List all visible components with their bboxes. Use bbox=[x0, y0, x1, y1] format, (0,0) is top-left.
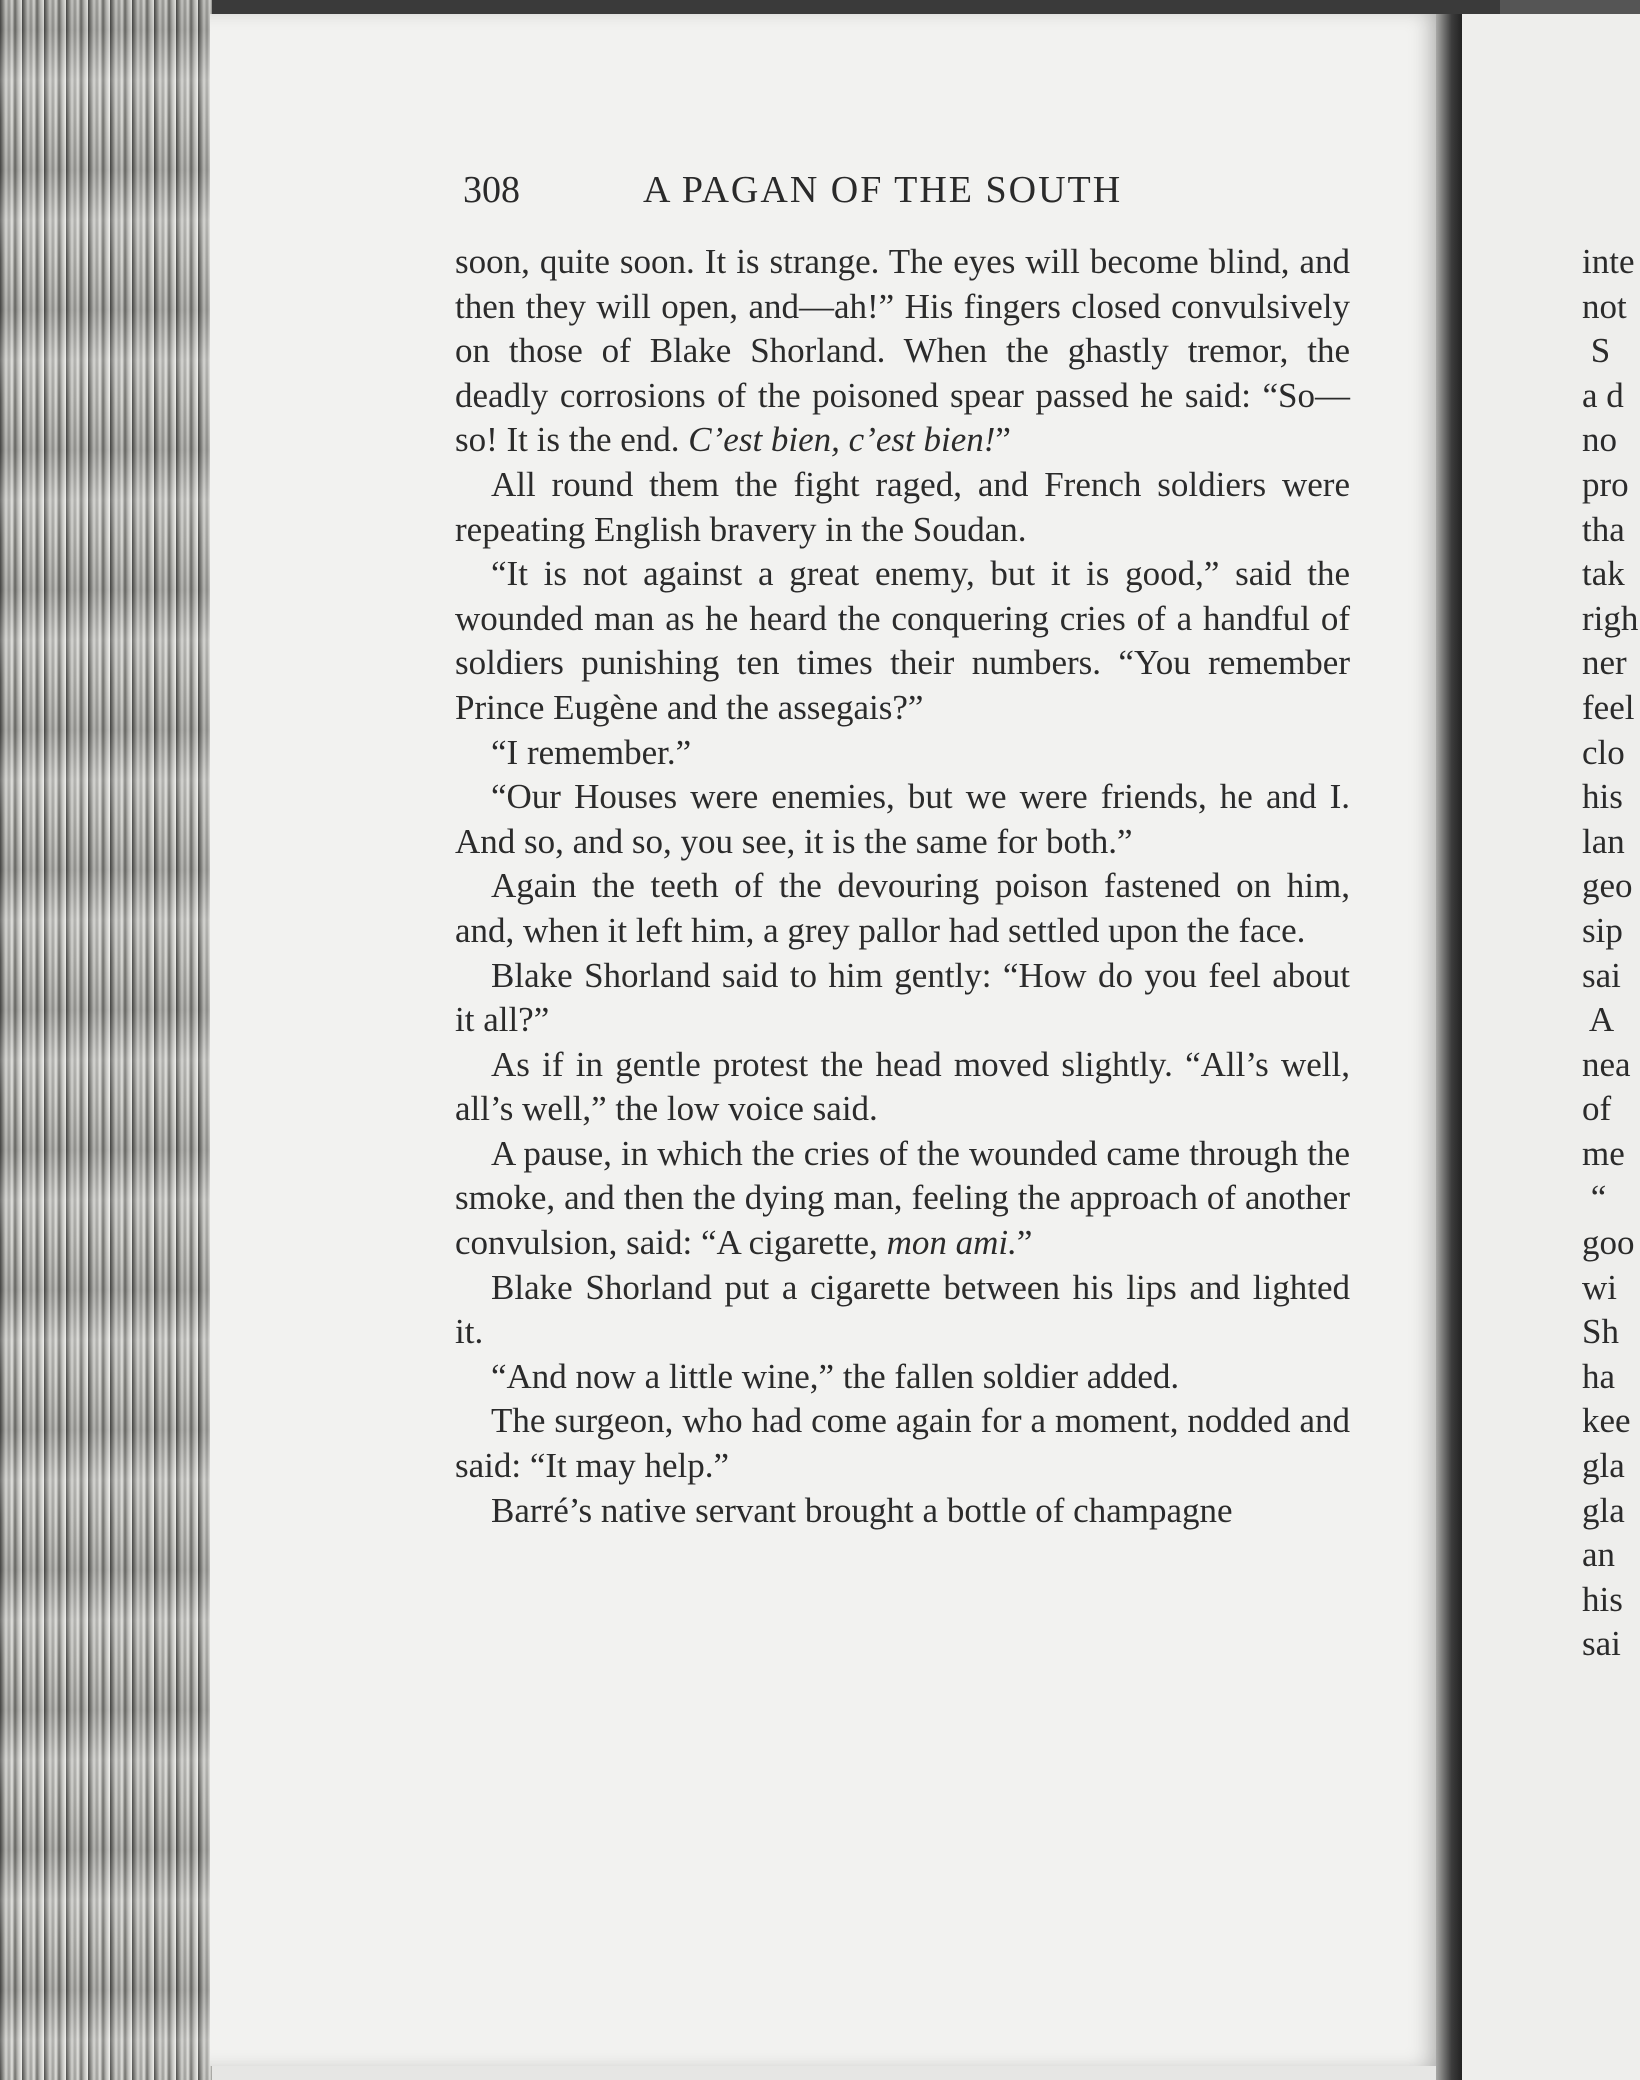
facing-line-fragment: tha bbox=[1582, 509, 1625, 549]
page-number: 308 bbox=[463, 169, 520, 211]
paragraph: “It is not against a great enemy, but it is good,” said the wounded man as he heard the conquering cries of a handful of soldiers punishing ten times their numbers. “You remember Prince Eugène and the assegais?” bbox=[455, 554, 1350, 727]
closing-quote: ” bbox=[995, 420, 1011, 460]
facing-line-fragment: an bbox=[1582, 1535, 1616, 1575]
facing-line-fragment: his bbox=[1582, 1579, 1623, 1619]
paragraph: All round them the fight raged, and French soldiers were repeating English bravery in the Soudan. bbox=[455, 464, 1350, 549]
paragraph: “I remember.” bbox=[491, 732, 692, 772]
facing-line-fragment: gla bbox=[1582, 1446, 1625, 1486]
paragraph: Blake Shorland said to him gently: “How do you feel about it all?” bbox=[455, 955, 1350, 1040]
facing-line-fragment: feel bbox=[1582, 687, 1635, 727]
facing-line-fragment: inte bbox=[1582, 242, 1635, 281]
facing-line-fragment: nea bbox=[1582, 1044, 1631, 1084]
paragraph: “Our Houses were enemies, but we were friends, he and I. And so, and so, you see, it is the same for both.” bbox=[455, 777, 1350, 861]
running-head bbox=[463, 168, 1363, 218]
facing-line-fragment: his bbox=[1582, 777, 1623, 817]
paragraph: “And now a little wine,” the fallen soldier added. bbox=[491, 1356, 1180, 1396]
closing-quote: ” bbox=[1016, 1223, 1033, 1263]
facing-line-fragment: geo bbox=[1582, 866, 1633, 906]
paragraph: Again the teeth of the devouring poison fastened on him, and, when it left him, a grey pallor had settled upon the face. bbox=[455, 866, 1350, 950]
paragraph: As if in gentle protest the head moved slightly. “All’s well, all’s well,” the low voice said. bbox=[455, 1044, 1350, 1129]
facing-line-fragment: tak bbox=[1582, 554, 1625, 594]
italic-phrase: C’est bien, c’est bien! bbox=[688, 420, 996, 460]
book-fore-edge bbox=[0, 0, 212, 2080]
facing-page-text bbox=[1582, 240, 1638, 1667]
paragraph: Barré’s native servant brought a bottle of champagne bbox=[491, 1490, 1233, 1530]
facing-line-fragment: sai bbox=[1582, 1624, 1621, 1664]
facing-line-fragment: a d bbox=[1582, 375, 1624, 415]
facing-line-fragment: sai bbox=[1582, 955, 1621, 995]
paragraph bbox=[455, 240, 1350, 463]
facing-line-fragment: kee bbox=[1582, 1401, 1631, 1441]
scan-top-border-right bbox=[1500, 0, 1640, 14]
facing-line-fragment: “ bbox=[1582, 1178, 1607, 1218]
facing-line-fragment: pro bbox=[1582, 464, 1629, 504]
facing-line-fragment: gla bbox=[1582, 1490, 1625, 1530]
facing-line-fragment: no bbox=[1582, 420, 1617, 460]
paragraph: Blake Shorland put a cigarette between his lips and lighted it. bbox=[455, 1267, 1350, 1352]
facing-line-fragment: of bbox=[1582, 1089, 1612, 1129]
facing-line-fragment: sip bbox=[1582, 910, 1623, 950]
italic-phrase: mon ami. bbox=[886, 1223, 1017, 1263]
body-text bbox=[455, 240, 1350, 1533]
facing-line-fragment: lan bbox=[1582, 821, 1625, 861]
paragraph bbox=[455, 1132, 1350, 1266]
facing-line-fragment: not bbox=[1582, 286, 1627, 326]
paragraph-text: soon, quite soon. It is strange. The eyes will become blind, and then they will open, and—ah!” His fingers closed convulsively on those of Blake Shorland. When the ghastly tremor, the deadly corrosions of the poisoned spear passed he said: “So—so! It is the end. bbox=[455, 242, 1350, 460]
facing-line-fragment: wi bbox=[1582, 1267, 1617, 1307]
facing-line-fragment: goo bbox=[1582, 1223, 1635, 1263]
facing-line-fragment: me bbox=[1582, 1133, 1625, 1173]
paragraph-text: A pause, in which the cries of the wounded came through the smoke, and then the dying man, feeling the approach of another convulsion, said: “A cigarette, bbox=[455, 1133, 1350, 1263]
facing-line-fragment: ha bbox=[1582, 1356, 1616, 1396]
facing-line-fragment: S bbox=[1582, 331, 1611, 371]
facing-line-fragment: righ bbox=[1582, 598, 1639, 638]
facing-line-fragment: Sh bbox=[1582, 1312, 1619, 1352]
facing-line-fragment: ner bbox=[1582, 643, 1627, 683]
facing-line-fragment: A bbox=[1582, 1000, 1615, 1040]
book-gutter bbox=[1436, 14, 1462, 2080]
paragraph: The surgeon, who had come again for a moment, nodded and said: “It may help.” bbox=[455, 1401, 1350, 1486]
running-title: A PAGAN OF THE SOUTH bbox=[643, 169, 1123, 211]
scan-top-border bbox=[0, 0, 1640, 14]
facing-line-fragment: clo bbox=[1582, 732, 1625, 772]
